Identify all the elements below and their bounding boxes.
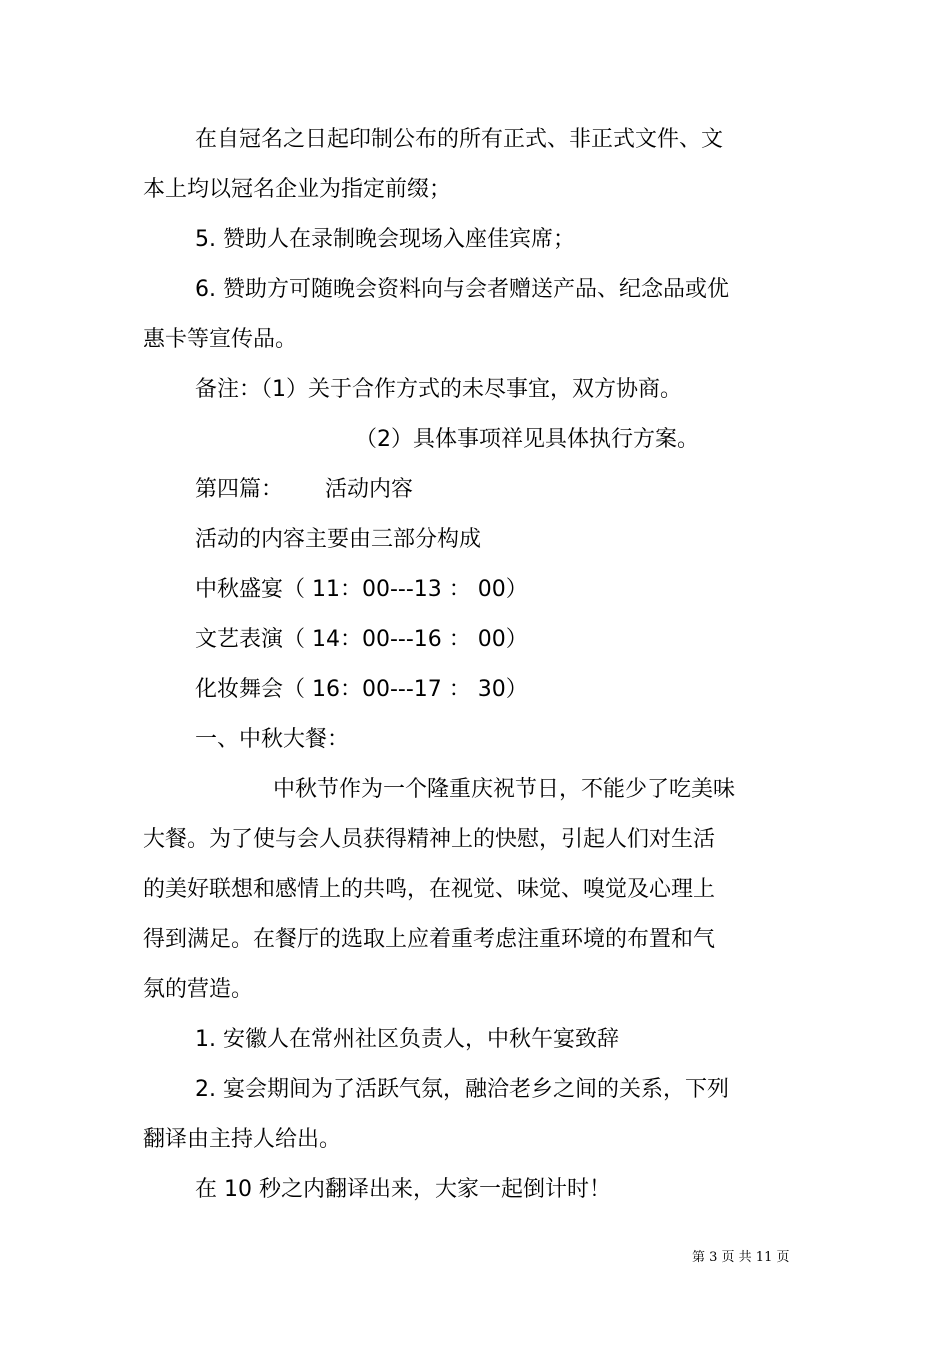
list-item: 1. 安徽人在常州社区负责人，中秋午宴致辞 (195, 1027, 619, 1052)
section-heading: 第四篇： 活动内容 (195, 477, 413, 502)
text-line: 得到满足。在餐厅的选取上应着重考虑注重环境的布置和气 (143, 927, 716, 952)
schedule-item: 中秋盛宴（ 11：00---13 ： 00） (195, 577, 528, 602)
text-line: 中秋节作为一个隆重庆祝节日，不能少了吃美味 (273, 777, 736, 802)
text-line: 氛的营造。 (143, 977, 254, 1002)
subsection-heading: 一、中秋大餐： (195, 727, 350, 752)
list-item: 5. 赞助人在录制晚会现场入座佳宾席； (195, 227, 575, 252)
list-item: 2. 宴会期间为了活跃气氛，融洽老乡之间的关系，下列 (195, 1077, 729, 1102)
text-line: 大餐。为了使与会人员获得精神上的快慰，引起人们对生活 (143, 827, 716, 852)
text-line: 惠卡等宣传品。 (143, 327, 298, 352)
schedule-item: 文艺表演（ 14：00---16 ： 00） (195, 627, 528, 652)
schedule-item: 化妆舞会（ 16：00---17 ： 30） (195, 677, 528, 702)
text-line: 在自冠名之日起印制公布的所有正式、非正式文件、文 (195, 127, 724, 152)
text-line: 在 10 秒之内翻译出来，大家一起倒计时！ (195, 1177, 611, 1202)
page-number-footer: 第 3 页 共 11 页 (692, 1250, 790, 1265)
list-item: 6. 赞助方可随晚会资料向与会者赠送产品、纪念品或优 (195, 277, 729, 302)
note-line: （2）具体事项祥见具体执行方案。 (355, 427, 699, 452)
note-line: 备注：（1）关于合作方式的未尽事宜，双方协商。 (195, 377, 682, 402)
text-line: 活动的内容主要由三部分构成 (195, 527, 482, 552)
text-line: 的美好联想和感情上的共鸣，在视觉、味觉、嗅觉及心理上 (143, 877, 716, 902)
text-line: 翻译由主持人给出。 (143, 1127, 342, 1152)
text-line: 本上均以冠名企业为指定前缀； (143, 177, 452, 202)
